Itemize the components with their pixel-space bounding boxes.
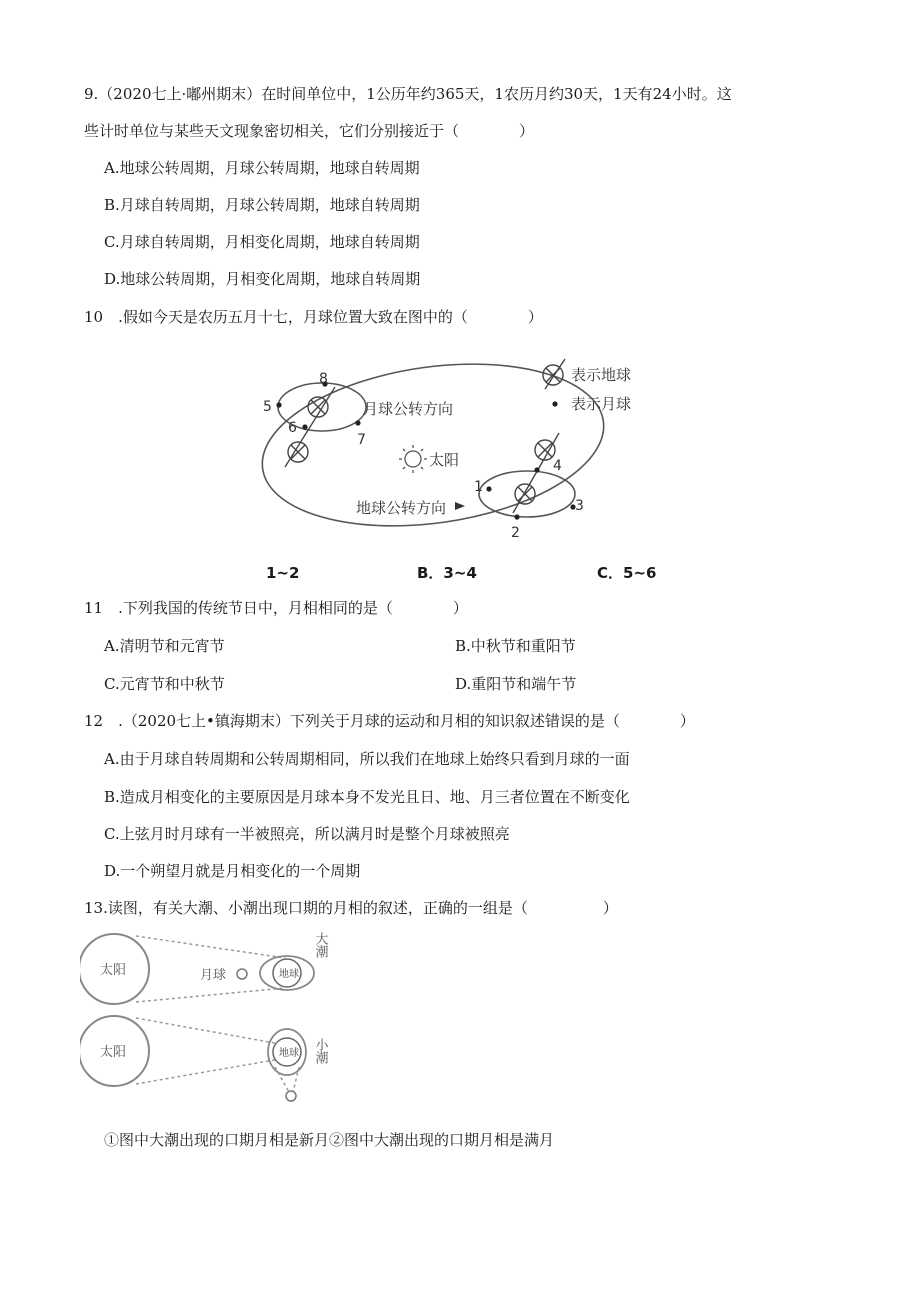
orbit-direction-arrow <box>455 502 465 510</box>
q9-option-d: D.地球公转周期，月相变化周期，地球自转周期 <box>104 270 421 288</box>
q9-option-b: B.月球自转周期，月球公转周期，地球自转周期 <box>104 196 420 214</box>
q13-stem: 13.读图，有关大潮、小潮出现口期的月相的叙述，正确的一组是（ ） <box>84 899 618 917</box>
q11-stem: 11 .下列我国的传统节日中，月相相同的是（ ） <box>84 599 468 617</box>
moon-position-label: 1 <box>474 479 483 495</box>
moon-orbit-diagram <box>255 355 665 550</box>
q9-option-a: A.地球公转周期，月球公转周期，地球自转周期 <box>104 159 420 177</box>
q9-line1: 9.（2020七上·嘟州期末）在时间单位中，1公历年约365天，1农历月约30天，1天有24小时。这 <box>84 85 732 103</box>
q9-line2: 些计时单位与某些天文现象密切相关，它们分别接近于（ ） <box>84 122 535 140</box>
q12-option-d: D.一个朔望月就是月相变化的一个周期 <box>104 862 361 880</box>
moon-circle <box>237 969 247 979</box>
q11-option-a: A.清明节和元宵节 <box>104 637 225 655</box>
neap-tide-label: 小潮 <box>312 1038 328 1064</box>
moon-position-label: 5 <box>263 399 272 415</box>
spring-tide-label: 大潮 <box>312 932 328 958</box>
legend-moon-label: 表示月球 <box>571 395 632 413</box>
sun-icon <box>399 445 427 473</box>
q11-option-c: C.元宵节和中秋节 <box>104 675 225 693</box>
moon-dot <box>552 401 557 406</box>
q13-statement: ①图中大潮出现的口期月相是新月②图中大潮出现的口期月相是满月 <box>104 1131 555 1149</box>
tide-diagram <box>80 932 335 1102</box>
moon-orbit-direction-label: 月球公转方向 <box>363 400 454 418</box>
earth-label: 地球 <box>279 969 299 980</box>
q10-stem: 10 .假如今天是农历五月十七，月球位置大致在图中的（ ） <box>84 308 543 326</box>
q11-option-d: D.重阳节和端午节 <box>455 675 577 693</box>
moon-orbit-right <box>479 471 575 517</box>
moon-circle <box>286 1091 296 1101</box>
sun-label: 太阳 <box>429 451 460 469</box>
moon-position-label: 8 <box>319 371 328 387</box>
q10-answer-c: C．5~6 <box>597 564 657 582</box>
q12-option-b: B.造成月相变化的主要原因是月球本身不发光且日、地、月三者位置在不断变化 <box>104 788 630 806</box>
legend-earth-label: 表示地球 <box>571 366 632 384</box>
sun-label: 太阳 <box>100 1045 127 1060</box>
earth-orbit-direction-label: 地球公转方向 <box>356 499 447 517</box>
moon-position-label: 3 <box>575 498 584 514</box>
moon-position-label: 4 <box>553 458 562 474</box>
moon-position-label: 6 <box>288 420 297 436</box>
sun-label: 太阳 <box>100 963 127 978</box>
q10-answer-b: B．3~4 <box>417 564 477 582</box>
q12-option-c: C.上弦月时月球有一半被照亮，所以满月时是整个月球被照亮 <box>104 825 510 843</box>
q9-option-c: C.月球自转周期，月相变化周期，地球自转周期 <box>104 233 420 251</box>
earth-label: 地球 <box>279 1048 299 1059</box>
moon-position-label: 2 <box>511 525 520 541</box>
q11-option-b: B.中秋节和重阳节 <box>455 637 576 655</box>
moon-label: 月球 <box>200 968 227 983</box>
q12-option-a: A.由于月球自转周期和公转周期相同，所以我们在地球上始终只看到月球的一面 <box>104 750 630 768</box>
moon-position-label: 7 <box>357 432 366 448</box>
q10-answer-a: 1~2 <box>266 564 300 582</box>
q12-stem: 12 .（2020七上•镇海期末）下列关于月球的运动和月相的知识叙述错误的是（ ） <box>84 712 695 730</box>
